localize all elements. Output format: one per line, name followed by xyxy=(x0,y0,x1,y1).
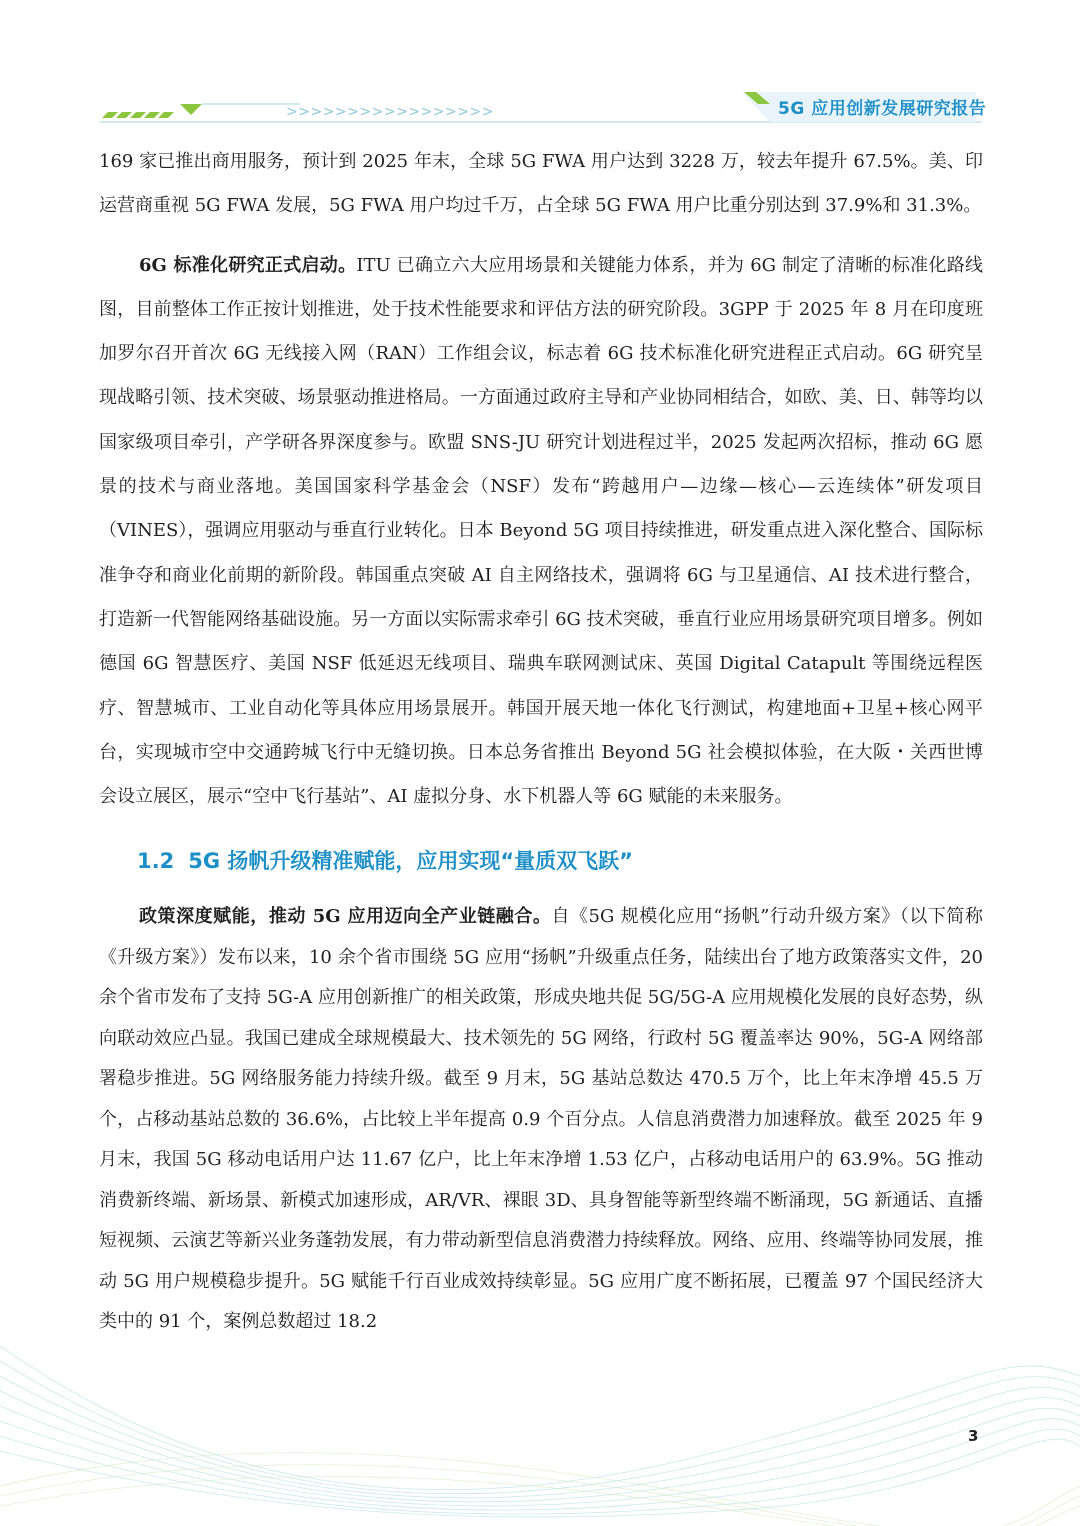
page-number: 3 xyxy=(968,1427,979,1445)
header-decoration xyxy=(0,0,1080,140)
paragraph-policy-body: 自《5G 规模化应用“扬帆”行动升级方案》（以下简称《升级方案》）发布以来，10 余个省市围绕 5G 应用“扬帆”升级重点任务，陆续出台了地方政策落实文件，20 余个省市发布了支持 5G-A 应用创新推广的相关政策，形成央地共促 5G/5G-A 应用规模化发展的良好态势，纵向联动效应凸显。我国已建成全球规模最大、技术领先的 5G 网络，行政村 5G 覆盖率达 90%，5G-A 网络部署稳步推进。5G 网络服务能力持续升级。截至 9 月末，5G 基站总数达 470.5 万个，比上年末净增 45.5 万个，占移动基站总数的 36.6%，占比较上半年提高 0.9 个百分点。人信息消费潜力加速释放。截至 2025 年 9 月末，我国 5G 移动电话用户达 11.67 亿户，比上年末净增 1.53 亿户，占移动电话用户的 63.9%。5G 推动消费新终端、新场景、新模式加速形成，AR/VR、裸眼 3D、具身智能等新型终端不断涌现，5G 新通话、直播短视频、云演艺等新兴业务蓬勃发展，有力带动新型信息消费潜力持续释放。网络、应用、终端等协同发展，推动 5G 用户规模稳步提升。5G 赋能千行百业成效持续彰显。5G 应用广度不断拓展，已覆盖 97 个国民经济大类中的 91 个，案例总数超过 18.2 xyxy=(99,906,983,1333)
paragraph-6g-body: ITU 已确立六大应用场景和关键能力体系，并为 6G 制定了清晰的标准化路线图，目前整体工作正按计划推进，处于技术性能要求和评估方法的研究阶段。3GPP 于 2025 年 8 月在印度班加罗尔召开首次 6G 无线接入网（RAN）工作组会议，标志着 6G 技术标准化研究进程正式启动。6G 研究呈现战略引领、技术突破、场景驱动推进格局。一方面通过政府主导和产业协同相结合，如欧、美、日、韩等均以国家级项目牵引，产学研各界深度参与。欧盟 SNS-JU 研究计划进程过半，2025 发起两次招标，推动 6G 愿景的技术与商业落地。美国国家科学基金会（NSF）发布“跨越用户—边缘—核心—云连续体”研发项目（VINES），强调应用驱动与垂直行业转化。日本 Beyond 5G 项目持续推进，研发重点进入深化整合、国际标准争夺和商业化前期的新阶段。韩国重点突破 AI 自主网络技术，强调将 6G 与卫星通信、AI 技术进行整合，打造新一代智能网络基础设施。另一方面以实际需求牵引 6G 技术突破，垂直行业应用场景研究项目增多。例如德国 6G 智慧医疗、美国 NSF 低延迟无线项目、瑞典车联网测试床、英国 Digital Catapult 等围绕远程医疗、智慧城市、工业自动化等具体应用场景展开。韩国开展天地一体化飞行测试，构建地面+卫星+核心网平台，实现城市空中交通跨城飞行中无缝切换。日本总务省推出 Beyond 5G 社会模拟体验，在大阪・关西世博会设立展区，展示“空中飞行基站”、AI 虚拟分身、水下机器人等 6G 赋能的未来服务。 xyxy=(99,254,983,808)
header-stripes xyxy=(102,112,174,118)
page-content xyxy=(99,140,983,1343)
page-header xyxy=(0,0,1080,140)
section-heading xyxy=(137,837,983,885)
section-number: 1.2 xyxy=(137,849,175,874)
section-title: 5G 扬帆升级精准赋能，应用实现“量质双飞跃” xyxy=(188,849,633,874)
header-chevrons: >>>>>>>>>>>>>>>>> xyxy=(286,104,494,120)
paragraph-6g xyxy=(99,244,983,820)
paragraph-6g-lead: 6G 标准化研究正式启动。 xyxy=(139,254,357,276)
header-triangle xyxy=(180,104,202,115)
report-title: 5G 应用创新发展研究报告 xyxy=(778,99,987,119)
paragraph-policy-lead: 政策深度赋能，推动 5G 应用迈向全产业链融合。 xyxy=(139,906,552,928)
paragraph-fwa: 169 家已推出商用服务，预计到 2025 年末，全球 5G FWA 用户达到 3228 万，较去年提升 67.5%。美、印运营商重视 5G FWA 发展，5G FWA 用户均过千万，占全球 5G FWA 用户比重分别达到 37.9%和 31.3%。 xyxy=(99,151,983,217)
paragraph-policy xyxy=(99,897,983,1343)
